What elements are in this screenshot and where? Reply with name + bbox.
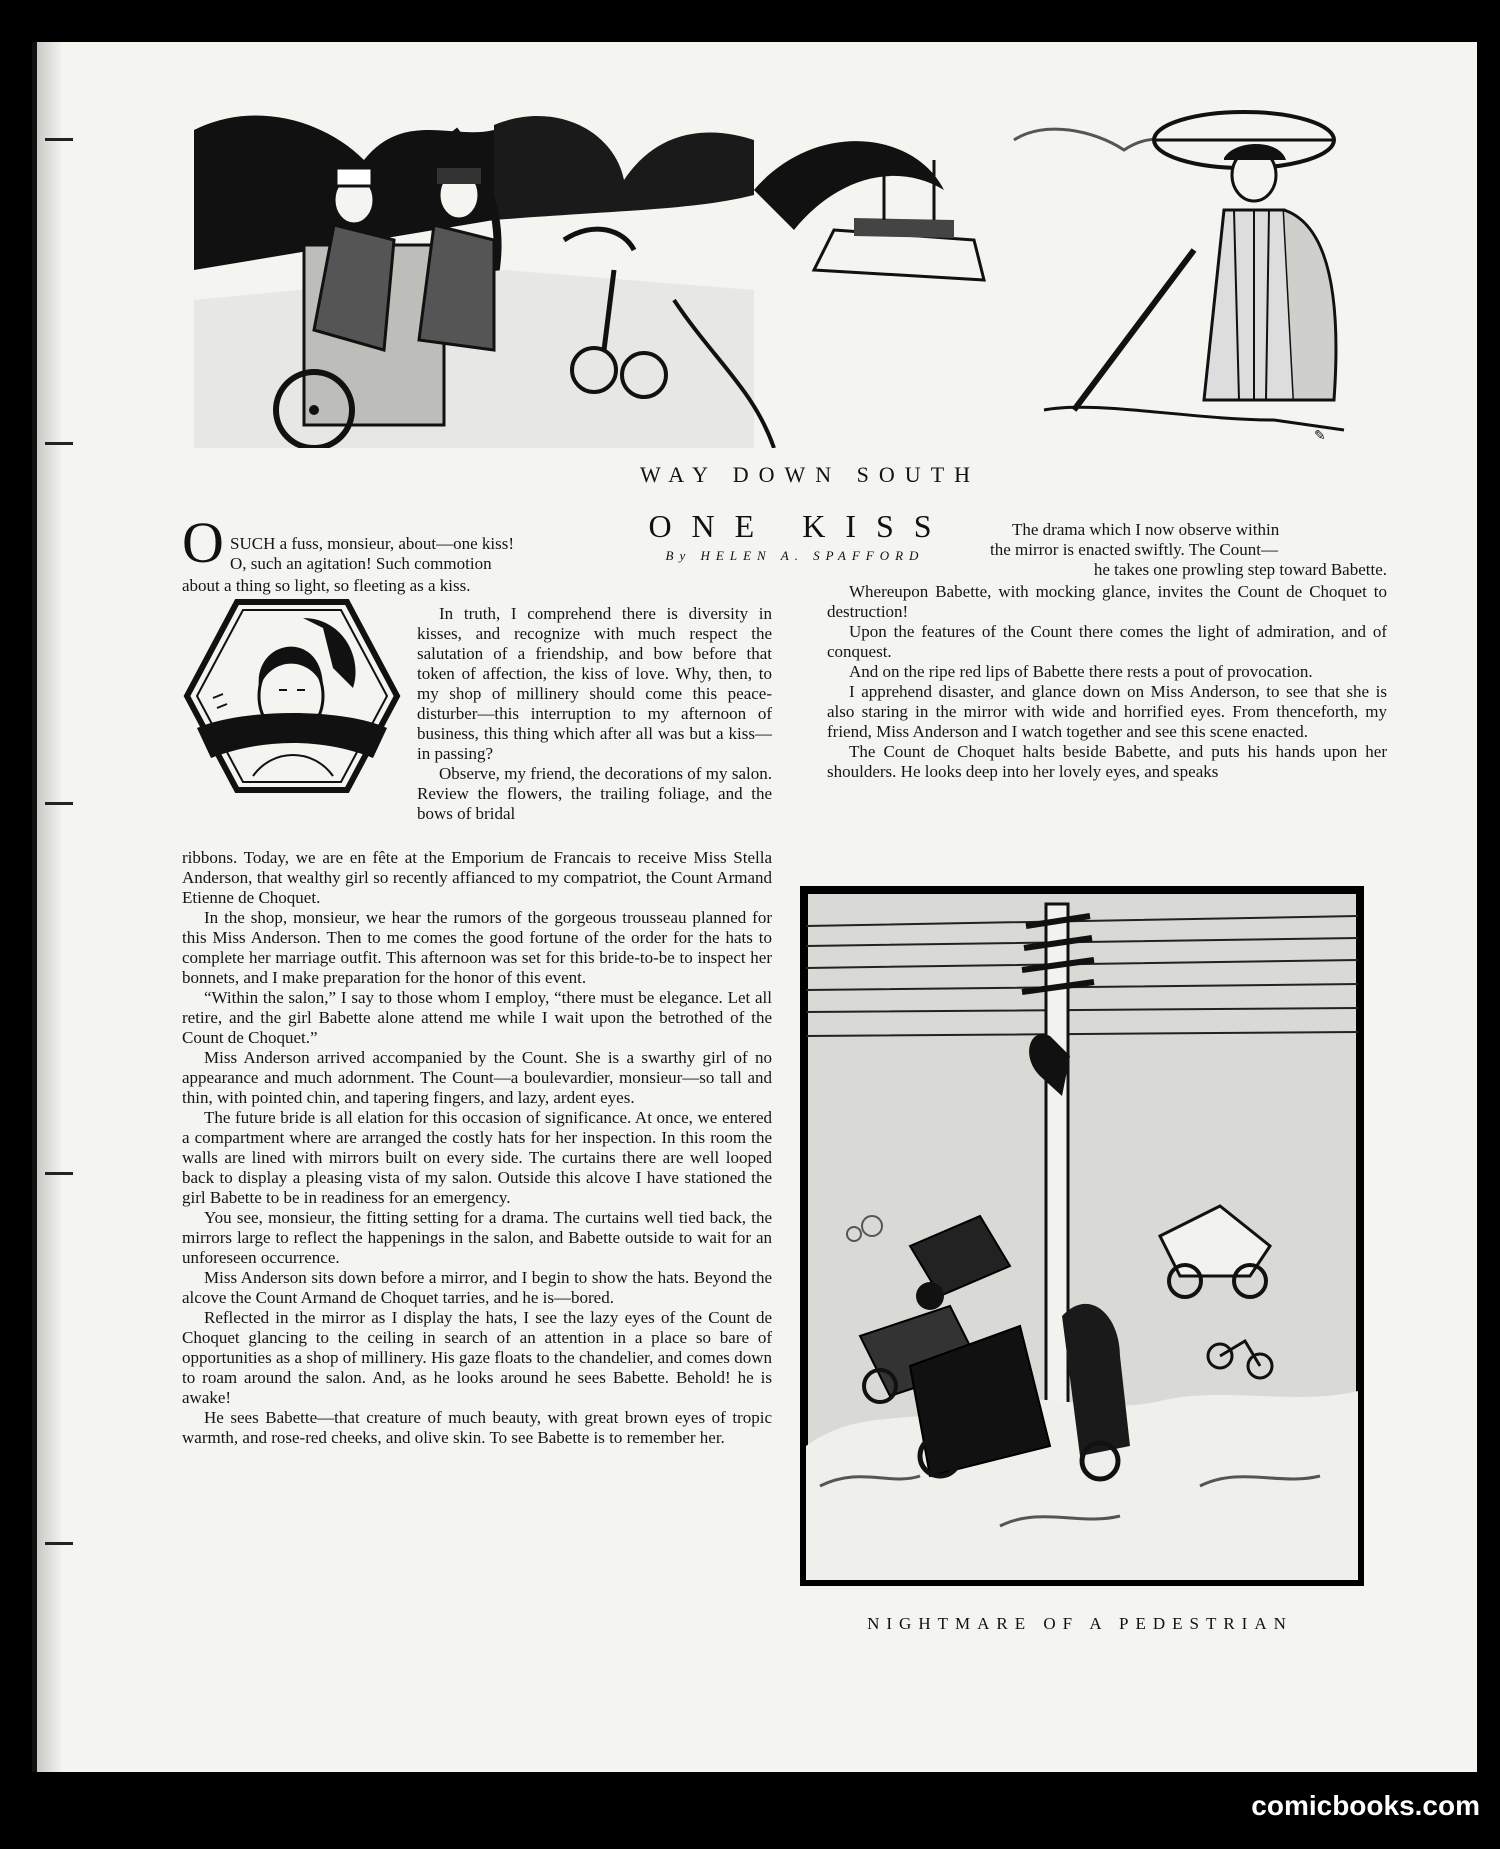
paragraph: He sees Babette—that creature of much beauty, with great brown eyes of tropic warmth, and rose-red cheeks, and olive skin. To see Babette is to remember her.	[182, 1408, 772, 1447]
intro-text	[230, 534, 582, 574]
way-down-south-illustration	[194, 100, 1368, 448]
illustration-caption: NIGHTMARE OF A PEDESTRIAN	[867, 1614, 1293, 1633]
intro-line: The drama which I now observe within	[1012, 520, 1280, 539]
paragraph: ribbons. Today, we are en fête at the Emporium de Francais to receive Miss Stella Anderson, that wealthy girl so recently affianced to my compatriot, the Count Armand Etienne de Choquet.	[182, 848, 772, 907]
page-gutter	[37, 42, 63, 1772]
intro-line: the mirror is enacted swiftly. The Count—	[990, 540, 1278, 559]
intro-line: SUCH a fuss, monsieur, about—one kiss!	[230, 534, 515, 553]
paragraph: In truth, I comprehend there is diversity in kisses, and recognize with much respect the salutation of a friendship, and bow before that token of affection, the kiss of love. Why, then, to my shop of millinery should come this peace-disturber—this interruption to my afternoon of business, this thing which after all was but a kiss—in passing?	[417, 604, 772, 763]
paragraph: Whereupon Babette, with mocking glance, invites the Count de Choquet to destruction!	[827, 582, 1387, 621]
paragraph: Upon the features of the Count there comes the light of admiration, and of conquest.	[827, 622, 1387, 661]
paragraph: And on the ripe red lips of Babette there rests a pout of provocation.	[849, 662, 1313, 681]
story-title: ONE KISS	[648, 508, 952, 544]
binding-stitch	[45, 1172, 73, 1175]
left-column	[182, 848, 772, 1448]
paragraph: “Within the salon,” I say to those whom I employ, “there must be elegance. Let all retire, and the girl Babette alone attend me while I wait upon the betrothed of the Count de Choquet.”	[182, 988, 772, 1047]
babette-portrait	[183, 598, 401, 794]
binding-stitch	[45, 138, 73, 141]
intro-line: he takes one prowling step toward Babette.	[1093, 560, 1387, 579]
binding-stitch	[45, 1542, 73, 1545]
paragraph: In the shop, monsieur, we hear the rumors of the gorgeous trousseau planned for this Miss Anderson. Then to me comes the good fortune of the order for the hats to complete her marriage outfit. This afternoon was set for this bride-to-be to inspect her bonnets, and I make preparation for the honor of this event.	[182, 908, 772, 987]
wrap-column	[417, 604, 772, 824]
svg-text:✎: ✎	[1314, 429, 1326, 444]
paragraph: You see, monsieur, the fitting setting for a drama. The curtains well tied back, the mirrors large to reflect the happenings in the salon, and Babette outside to wait for an unforeseen occurrence.	[182, 1208, 772, 1267]
paragraph: Miss Anderson sits down before a mirror, and I begin to show the hats. Beyond the alcove the Count Armand de Choquet tarries, and he is—bored.	[182, 1268, 772, 1307]
paragraph: The Count de Choquet halts beside Babette, and puts his hands upon her shoulders. He looks deep into her lovely eyes, and speaks	[827, 742, 1387, 781]
binding-stitch	[45, 802, 73, 805]
intro-line: O, such an agitation! Such commotion	[230, 554, 492, 573]
paragraph: Observe, my friend, the decorations of my salon. Review the flowers, the trailing foliage, and the bows of bridal	[417, 764, 772, 823]
paragraph: Reflected in the mirror as I display the hats, I see the lazy eyes of the Count de Choquet glancing to the ceiling in search of an attention in a place so bare of opportunities as a shop of millinery. His gaze floats to the chandelier, and comes down to roam around the salon. And, as he looks around he sees Babette. Behold! he is awake!	[182, 1308, 772, 1407]
byline: By HELEN A. SPAFFORD	[665, 548, 925, 563]
right-intro	[990, 520, 1387, 580]
intro-line: about a thing so light, so fleeting as a kiss.	[182, 576, 471, 595]
section-title: WAY DOWN SOUTH	[639, 462, 981, 487]
paragraph: Miss Anderson arrived accompanied by the Count. She is a swarthy girl of no appearance and much adornment. The Count—a boulevardier, monsieur—so tall and thin, with pointed chin, and tapering fingers, and lazy, ardent eyes.	[182, 1048, 772, 1107]
paragraph: I apprehend disaster, and glance down on Miss Anderson, to see that she is also staring in the mirror with wide and horrified eyes. From thenceforth, my friend, Miss Anderson and I watch together and see this scene enacted.	[827, 682, 1387, 741]
right-column	[827, 582, 1387, 782]
paragraph: The future bride is all elation for this occasion of significance. At once, we entered a compartment where are arranged the costly hats for her inspection. In this room the walls are lined with mirrors built on every side. The curtains there are well looped back to display a pleasing vista of my salon. Outside this alcove I have stationed the girl Babette to be in readiness for an emergency.	[182, 1108, 772, 1207]
intro-tail	[182, 576, 582, 596]
watermark: comicbooks.com	[1251, 1790, 1480, 1821]
nightmare-illustration	[800, 886, 1364, 1586]
binding-stitch	[45, 442, 73, 445]
drop-cap: O	[182, 510, 224, 575]
